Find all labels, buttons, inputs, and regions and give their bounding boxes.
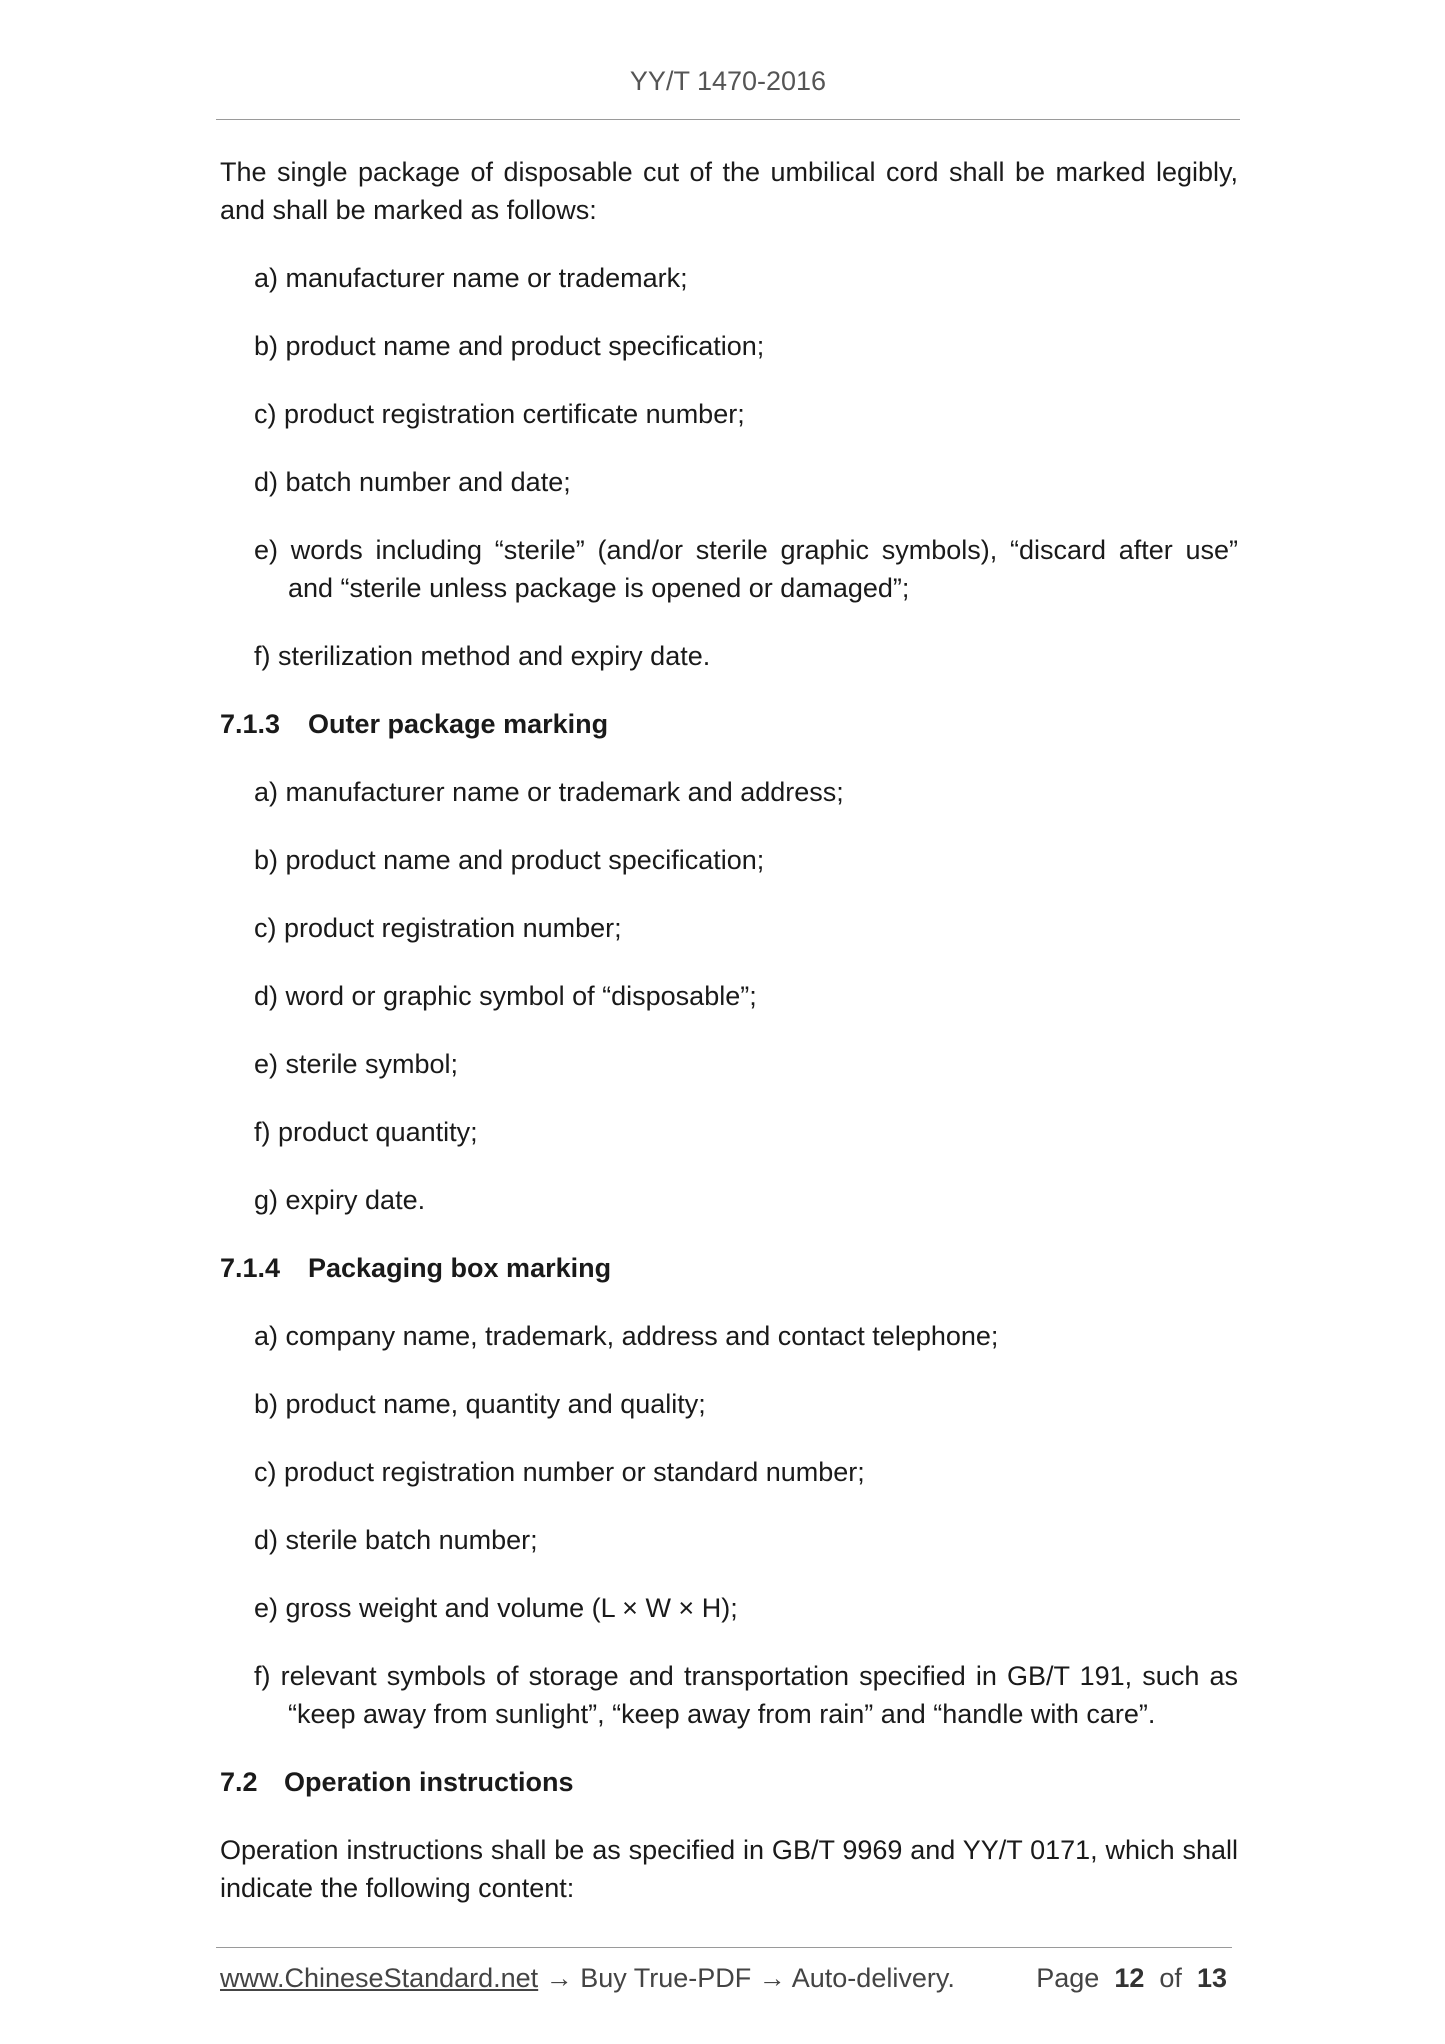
list-item: f) sterilization method and expiry date. [254,641,711,671]
arrow-icon: → [751,1963,792,1993]
list-item: d) batch number and date; [254,467,571,497]
list-item: g) expiry date. [254,1185,426,1215]
section-title: Packaging box marking [308,1253,612,1283]
section-number: 7.2 [220,1767,258,1797]
list-item: c) product registration certificate number; [254,399,745,429]
buy-text: Buy True-PDF [580,1963,752,1993]
section-heading-7-1-3 [220,705,1238,743]
delivery-text: Auto-delivery. [791,1963,955,1993]
outro-paragraph: Operation instructions shall be as specified in GB/T 9969 and YY/T 0171, which shall indicate the following content: [220,1835,1238,1903]
list-item: c) product registration number; [254,913,622,943]
intro-paragraph: The single package of disposable cut of the umbilical cord shall be marked legibly, and shall be marked as follows: [220,157,1238,225]
section-number: 7.1.3 [220,709,281,739]
of-label: of [1159,1963,1182,1993]
list-item: f) relevant symbols of storage and transportation specified in GB/T 191, such as “keep away from sunlight”, “keep away from rain” and “handle with care”. [254,1661,1238,1729]
list-item: e) sterile symbol; [254,1049,459,1079]
page-content [220,153,1238,1937]
section-title: Operation instructions [284,1767,574,1797]
list-item: c) product registration number or standard number; [254,1457,865,1487]
page-footer [220,1963,1232,2003]
section-heading-7-1-4 [220,1249,1238,1287]
section-number: 7.1.4 [220,1253,281,1283]
total-pages: 13 [1196,1963,1227,1993]
footer-promo [220,1963,955,1994]
current-page: 12 [1114,1963,1145,1993]
list-item: b) product name, quantity and quality; [254,1389,706,1419]
list-item: d) word or graphic symbol of “disposable”; [254,981,757,1011]
page-header: YY/T 1470-2016 [629,66,827,96]
list-item: a) manufacturer name or trademark; [254,263,688,293]
list-item: b) product name and product specification; [254,845,765,875]
list-item: a) manufacturer name or trademark and address; [254,777,844,807]
section-heading-7-2 [220,1763,1238,1801]
list-item: d) sterile batch number; [254,1525,538,1555]
list-item: e) words including “sterile” (and/or sterile graphic symbols), “discard after use” and “sterile unless package is opened or damaged”; [254,535,1238,603]
list-item: e) gross weight and volume (L × W × H); [254,1593,738,1623]
footer-rule [216,1947,1232,1948]
list-item: a) company name, trademark, address and contact telephone; [254,1321,999,1351]
website-link[interactable]: www.ChineseStandard.net [220,1963,539,1993]
arrow-icon: → [538,1963,581,1993]
header-rule [216,119,1240,120]
page-indicator [1036,1963,1227,1994]
list-item: f) product quantity; [254,1117,478,1147]
section-title: Outer package marking [308,709,609,739]
page-label: Page [1036,1963,1100,1993]
list-item: b) product name and product specification; [254,331,765,361]
